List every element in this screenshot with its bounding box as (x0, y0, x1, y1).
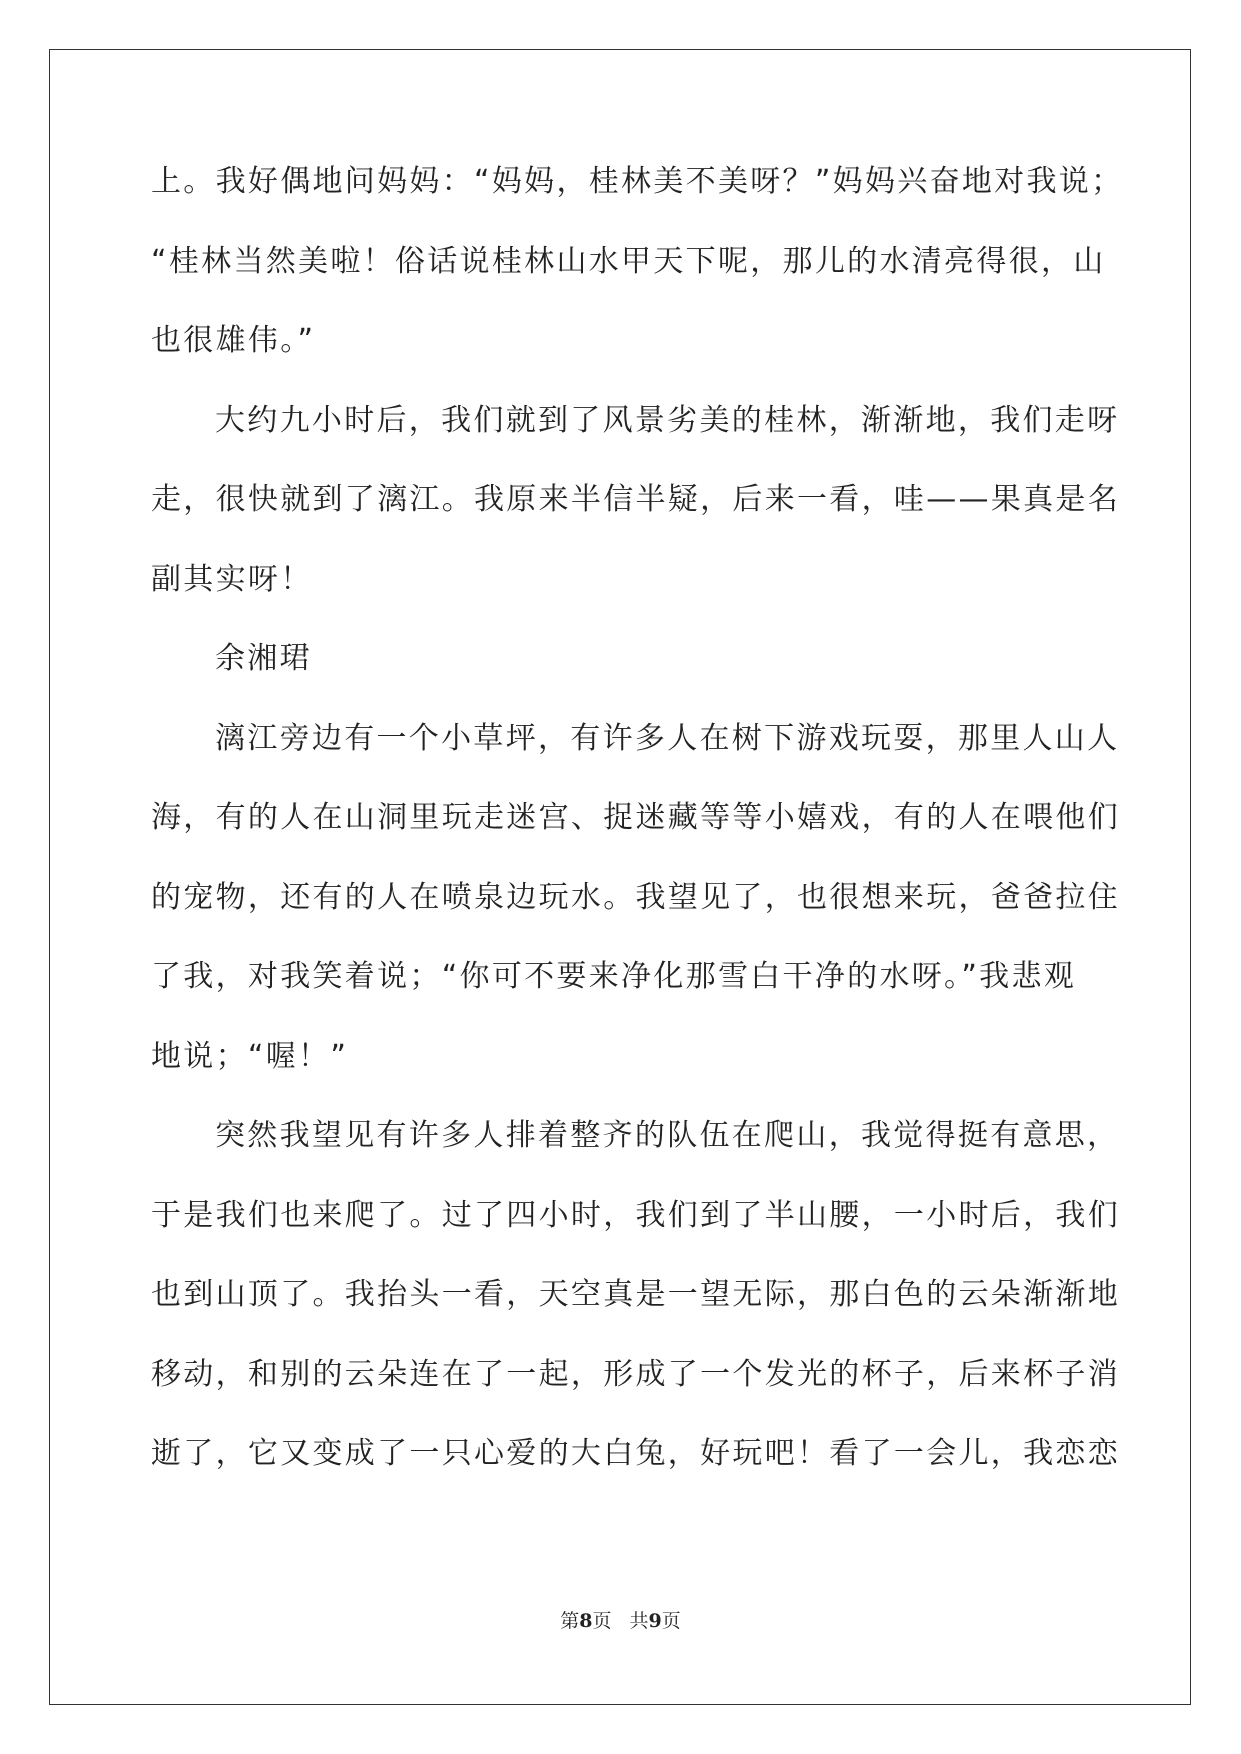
text-line: 于是我们也来爬了。过了四小时，我们到了半山腰，一小时后，我们 (151, 1197, 1120, 1233)
text-line: 漓江旁边有一个小草坪，有许多人在树下游戏玩耍，那里人山人 (215, 720, 1120, 756)
text-line: 上。我好偶地问妈妈：“妈妈，桂林美不美呀？”妈妈兴奋地对我说； (151, 164, 1124, 199)
text-line: 了我，对我笑着说；“你可不要来净化那雪白干净的水呀。”我悲观 (151, 959, 1077, 994)
text-line: 余湘珺 (215, 641, 312, 676)
text-line: 也到山顶了。我抬头一看，天空真是一望无际，那白色的云朵渐渐地 (151, 1277, 1120, 1312)
page-footer (0, 1606, 1241, 1633)
text-line: “桂林当然美啦！俗话说桂林山水甲天下呢，那儿的水清亮得很，山 (151, 243, 1106, 279)
text-line: 海，有的人在山洞里玩走迷宫、捉迷藏等等小嬉戏，有的人在喂他们 (151, 800, 1120, 835)
document-body (151, 162, 1124, 1514)
page-suffix: 页 (592, 1610, 612, 1632)
total-pages: 9 (648, 1610, 662, 1632)
text-line: 副其实呀！ (151, 561, 313, 597)
text-line: 大约九小时后，我们就到了风景劣美的桂林，渐渐地，我们走呀 (215, 402, 1120, 438)
text-line: 逝了，它又变成了一只心爱的大白兔，好玩吧！看了一会儿，我恋恋 (151, 1436, 1120, 1471)
text-line: 的宠物，还有的人在喷泉边玩水。我望见了，也很想来玩，爸爸拉住 (151, 879, 1120, 915)
text-line: 突然我望见有许多人排着整齐的队伍在爬山，我觉得挺有意思， (215, 1118, 1120, 1153)
total-prefix: 共 (629, 1610, 649, 1632)
page-number: 8 (579, 1610, 593, 1632)
page-prefix: 第 (560, 1610, 580, 1632)
text-line: 移动，和别的云朵连在了一起，形成了一个发光的杯子，后来杯子消 (151, 1356, 1120, 1392)
text-line: 走，很快就到了漓江。我原来半信半疑，后来一看，哇——果真是名 (151, 482, 1120, 517)
text-line: 地说；“喔！” (151, 1038, 349, 1074)
total-suffix: 页 (661, 1610, 681, 1632)
text-line: 也很雄伟。” (151, 323, 316, 358)
